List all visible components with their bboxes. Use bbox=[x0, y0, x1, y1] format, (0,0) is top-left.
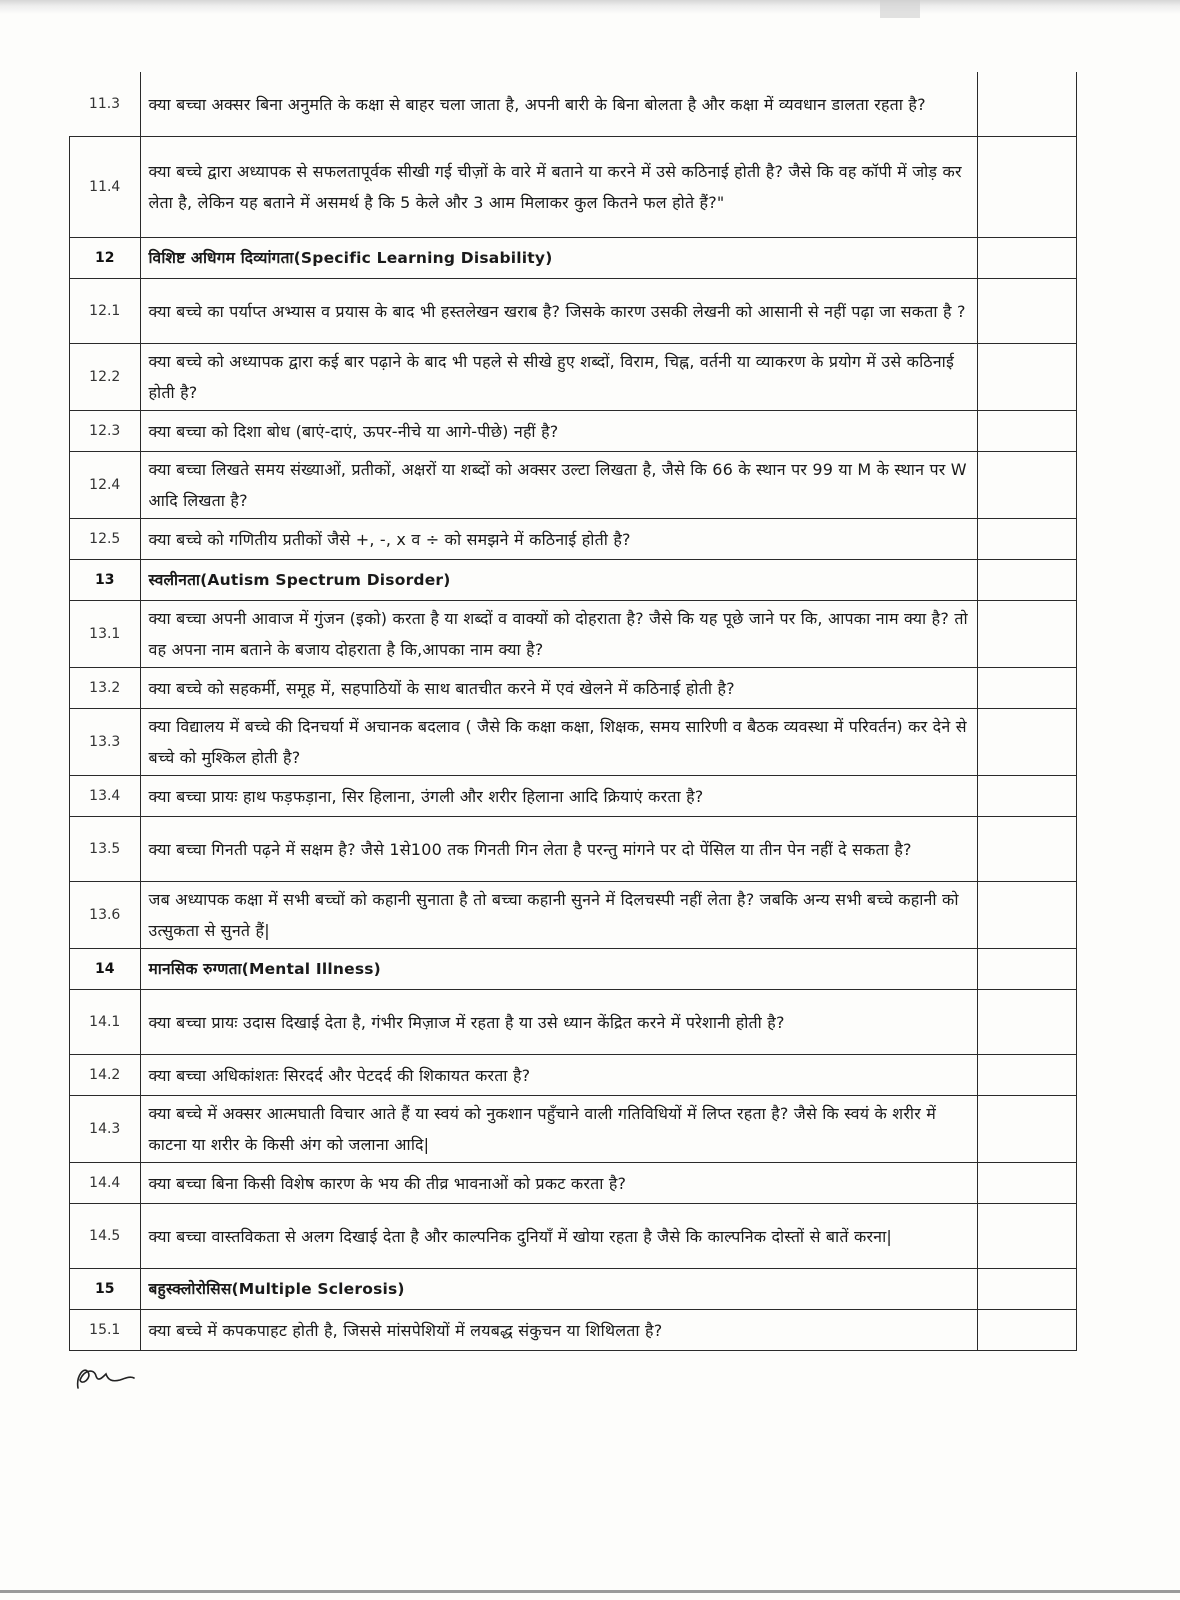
question-text: जब अध्यापक कक्षा में सभी बच्चों को कहानी सुनाता है तो बच्चा कहानी सुनने में दिलचस्पी नहीं लेता है? जबकि अन्य सभी बच्चे कहानी को उत्सुकता से सुनते हैं| bbox=[140, 882, 977, 949]
answer-cell[interactable] bbox=[977, 1310, 1076, 1351]
scan-top-mark bbox=[880, 0, 920, 18]
section-number: 14 bbox=[70, 949, 141, 990]
question-text: क्या बच्चे द्वारा अध्यापक से सफलतापूर्वक सीखी गई चीज़ों के वारे में बताने या करने में उसे कठिनाई होती है? जैसे कि वह कॉपी में जोड़ कर लेता है, लेकिन यह बताने में असमर्थ है कि 5 केले और 3 आम मिलाकर कुल कितने फल होते हैं?" bbox=[140, 137, 977, 238]
table-row bbox=[70, 72, 1077, 137]
row-number: 14.5 bbox=[70, 1204, 141, 1269]
section-title: बहुस्क्लोरोसिस(Multiple Sclerosis) bbox=[140, 1269, 977, 1310]
question-text: क्या बच्चा प्रायः हाथ फड़फड़ाना, सिर हिलाना, उंगली और शरीर हिलाना आदि क्रियाएं करता है? bbox=[140, 776, 977, 817]
answer-cell[interactable] bbox=[977, 72, 1076, 137]
answer-cell bbox=[977, 560, 1076, 601]
table-row bbox=[70, 137, 1077, 238]
section-header-row bbox=[70, 949, 1077, 990]
row-number: 12.4 bbox=[70, 452, 141, 519]
row-number: 14.1 bbox=[70, 990, 141, 1055]
row-number: 12.1 bbox=[70, 279, 141, 344]
question-text: क्या बच्चा को दिशा बोध (बाएं-दाएं, ऊपर-नीचे या आगे-पीछे) नहीं है? bbox=[140, 411, 977, 452]
answer-cell[interactable] bbox=[977, 1163, 1076, 1204]
table-row bbox=[70, 1096, 1077, 1163]
section-title: विशिष्ट अधिगम दिव्यांगता(Specific Learning Disability) bbox=[140, 238, 977, 279]
table-row bbox=[70, 776, 1077, 817]
answer-cell bbox=[977, 949, 1076, 990]
answer-cell[interactable] bbox=[977, 1204, 1076, 1269]
section-title: स्वलीनता(Autism Spectrum Disorder) bbox=[140, 560, 977, 601]
row-number: 12.5 bbox=[70, 519, 141, 560]
question-text: क्या बच्चा वास्तविकता से अलग दिखाई देता है और काल्पनिक दुनियाँ में खोया रहता है जैसे कि काल्पनिक दोस्तों से बातें करना| bbox=[140, 1204, 977, 1269]
answer-cell[interactable] bbox=[977, 137, 1076, 238]
question-text: क्या बच्चा प्रायः उदास दिखाई देता है, गंभीर मिज़ाज में रहता है या उसे ध्यान केंद्रित करने में परेशानी होती है? bbox=[140, 990, 977, 1055]
question-text: क्या बच्चे में अक्सर आत्मघाती विचार आते हैं या स्वयं को नुकशान पहुँचाने वाली गतिविधियों में लिप्त रहता है? जैसे कि स्वयं के शरीर में काटना या शरीर के किसी अंग को जलाना आदि| bbox=[140, 1096, 977, 1163]
scan-bottom-edge bbox=[0, 1590, 1180, 1593]
question-text: क्या बच्चा गिनती पढ़ने में सक्षम है? जैसे 1से100 तक गिनती गिन लेता है परन्तु मांगने पर दो पेंसिल या तीन पेन नहीं दे सकता है? bbox=[140, 817, 977, 882]
question-text: क्या बच्चे को सहकर्मी, समूह में, सहपाठियों के साथ बातचीत करने में एवं खेलने में कठिनाई होती है? bbox=[140, 668, 977, 709]
question-text: क्या बच्चा लिखते समय संख्याओं, प्रतीकों, अक्षरों या शब्दों को अक्सर उल्टा लिखता है, जैसे कि 66 के स्थान पर 99 या M के स्थान पर W आदि लिखता है? bbox=[140, 452, 977, 519]
row-number: 14.2 bbox=[70, 1055, 141, 1096]
answer-cell[interactable] bbox=[977, 452, 1076, 519]
answer-cell[interactable] bbox=[977, 709, 1076, 776]
row-number: 13.3 bbox=[70, 709, 141, 776]
section-header-row bbox=[70, 238, 1077, 279]
section-number: 13 bbox=[70, 560, 141, 601]
table-row bbox=[70, 601, 1077, 668]
answer-cell[interactable] bbox=[977, 668, 1076, 709]
row-number: 13.2 bbox=[70, 668, 141, 709]
row-number: 15.1 bbox=[70, 1310, 141, 1351]
section-header-row bbox=[70, 1269, 1077, 1310]
table-row bbox=[70, 709, 1077, 776]
question-text: क्या बच्चा अधिकांशतः सिरदर्द और पेटदर्द की शिकायत करता है? bbox=[140, 1055, 977, 1096]
answer-cell[interactable] bbox=[977, 882, 1076, 949]
row-number: 12.2 bbox=[70, 344, 141, 411]
answer-cell[interactable] bbox=[977, 990, 1076, 1055]
answer-cell[interactable] bbox=[977, 519, 1076, 560]
answer-cell[interactable] bbox=[977, 1096, 1076, 1163]
answer-cell bbox=[977, 238, 1076, 279]
question-text: क्या बच्चे का पर्याप्त अभ्यास व प्रयास के बाद भी हस्तलेखन खराब है? जिसके कारण उसकी लेखनी को आसानी से नहीं पढ़ा जा सकता है ? bbox=[140, 279, 977, 344]
answer-cell[interactable] bbox=[977, 411, 1076, 452]
table-row bbox=[70, 1310, 1077, 1351]
row-number: 14.3 bbox=[70, 1096, 141, 1163]
question-text: क्या विद्यालय में बच्चे की दिनचर्या में अचानक बदलाव ( जैसे कि कक्षा कक्षा, शिक्षक, समय सारिणी व बैठक व्यवस्था में परिवर्तन) कर देने से बच्चे को मुश्किल होती है? bbox=[140, 709, 977, 776]
row-number: 13.4 bbox=[70, 776, 141, 817]
table-row bbox=[70, 1163, 1077, 1204]
answer-cell[interactable] bbox=[977, 1055, 1076, 1096]
question-text: क्या बच्चे को गणितीय प्रतीकों जैसे +, -, x व ÷ को समझने में कठिनाई होती है? bbox=[140, 519, 977, 560]
table-row bbox=[70, 1204, 1077, 1269]
section-title: मानसिक रुग्णता(Mental Illness) bbox=[140, 949, 977, 990]
table-row bbox=[70, 668, 1077, 709]
row-number: 14.4 bbox=[70, 1163, 141, 1204]
section-number: 12 bbox=[70, 238, 141, 279]
row-number: 13.6 bbox=[70, 882, 141, 949]
handwritten-signature bbox=[72, 1358, 142, 1398]
answer-cell[interactable] bbox=[977, 601, 1076, 668]
table-row bbox=[70, 411, 1077, 452]
question-text: क्या बच्चे को अध्यापक द्वारा कई बार पढ़ाने के बाद भी पहले से सीखे हुए शब्दों, विराम, चिह्न, वर्तनी या व्याकरण के प्रयोग में उसे कठिनाई होती है? bbox=[140, 344, 977, 411]
question-text: क्या बच्चा अक्सर बिना अनुमति के कक्षा से बाहर चला जाता है, अपनी बारी के बिना बोलता है और कक्षा में व्यवधान डालता रहता है? bbox=[140, 72, 977, 137]
table-row bbox=[70, 817, 1077, 882]
table-row bbox=[70, 279, 1077, 344]
table-row bbox=[70, 1055, 1077, 1096]
answer-cell[interactable] bbox=[977, 279, 1076, 344]
table-row bbox=[70, 452, 1077, 519]
section-header-row bbox=[70, 560, 1077, 601]
row-number: 11.3 bbox=[70, 72, 141, 137]
question-text: क्या बच्चा बिना किसी विशेष कारण के भय की तीव्र भावनाओं को प्रकट करता है? bbox=[140, 1163, 977, 1204]
answer-cell[interactable] bbox=[977, 344, 1076, 411]
answer-cell bbox=[977, 1269, 1076, 1310]
question-text: क्या बच्चा अपनी आवाज में गुंजन (इको) करता है या शब्दों व वाक्यों को दोहराता है? जैसे कि यह पूछे जाने पर कि, आपका नाम क्या है? तो वह अपना नाम बताने के बजाय दोहराता है कि,आपका नाम क्या है? bbox=[140, 601, 977, 668]
answer-cell[interactable] bbox=[977, 817, 1076, 882]
table-row bbox=[70, 519, 1077, 560]
row-number: 12.3 bbox=[70, 411, 141, 452]
row-number: 11.4 bbox=[70, 137, 141, 238]
table-row bbox=[70, 990, 1077, 1055]
section-number: 15 bbox=[70, 1269, 141, 1310]
table-row bbox=[70, 344, 1077, 411]
row-number: 13.5 bbox=[70, 817, 141, 882]
question-text: क्या बच्चे में कपकपाहट होती है, जिससे मांसपेशियों में लयबद्ध संकुचन या शिथिलता है? bbox=[140, 1310, 977, 1351]
row-number: 13.1 bbox=[70, 601, 141, 668]
table-row bbox=[70, 882, 1077, 949]
answer-cell[interactable] bbox=[977, 776, 1076, 817]
questionnaire-table bbox=[69, 72, 1077, 1351]
scan-top-shadow bbox=[0, 0, 1180, 14]
